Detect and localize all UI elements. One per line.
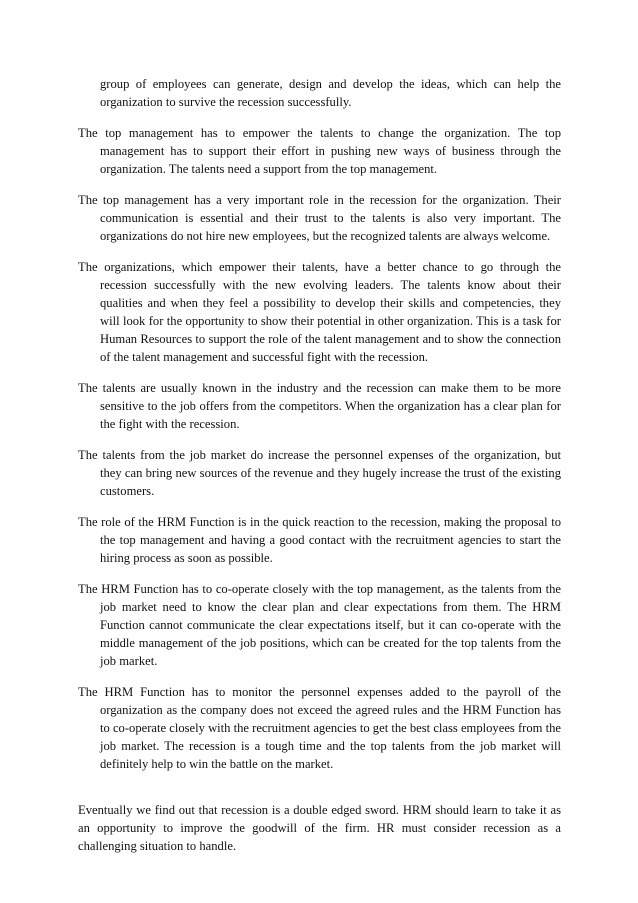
- document-body: [78, 75, 561, 868]
- paragraph-top-management-empower: The top management has to empower the talents to change the organization. The top management has to support their effort in pushing new ways of business through the organization. The talents need a support from the top management.: [78, 126, 561, 176]
- paragraph-hrm-monitor: The HRM Function has to monitor the personnel expenses added to the payroll of the organization as the company does not exceed the agreed rules and the HRM Function has to co-operate closely with the recruitment agencies to get the best class employees from the job market. The recession is a tough time and the top talents from the job market will definitely help to win the battle on the market.: [78, 685, 561, 771]
- paragraph-talents-job-market: The talents from the job market do increase the personnel expenses of the organization, but they can bring new sources of the revenue and they hugely increase the trust of the existing customers.: [78, 448, 561, 498]
- paragraph-empower-talents: The organizations, which empower their talents, have a better chance to go through the recession successfully with the new evolving leaders. The talents know about their qualities and when they feel a possibility to develop their skills and competencies, they will look for the opportunity to show their potential in other organization. This is a task for Human Resources to support the role of the talent management and to show the connection of the talent management and successful fight with the recession.: [78, 260, 561, 364]
- paragraph-conclusion: Eventually we find out that recession is a double edged sword. HRM should learn to take it as an opportunity to improve the goodwill of the firm. HR must consider recession as a challenging situation to handle.: [78, 803, 561, 853]
- paragraph-continuation: group of employees can generate, design and develop the ideas, which can help the organization to survive the recession successfully.: [100, 77, 561, 109]
- paragraph-talents-known: The talents are usually known in the industry and the recession can make them to be more sensitive to the job offers from the competitors. When the organization has a clear plan for the fight with the recession.: [78, 381, 561, 431]
- paragraph-top-management-role: The top management has a very important role in the recession for the organization. Their communication is essential and their trust to the talents is also very important. The organizations do not hire new employees, but the recognized talents are always welcome.: [78, 193, 561, 243]
- paragraph-hrm-role: The role of the HRM Function is in the quick reaction to the recession, making the proposal to the top management and having a good contact with the recruitment agencies to start the hiring process as soon as possible.: [78, 515, 561, 565]
- paragraph-hrm-cooperate: The HRM Function has to co-operate closely with the top management, as the talents from the job market need to know the clear plan and clear expectations from them. The HRM Function cannot communicate the clear expectations itself, but it can co-operate with the middle management of the job positions, which can be created for the top talents from the job market.: [78, 582, 561, 668]
